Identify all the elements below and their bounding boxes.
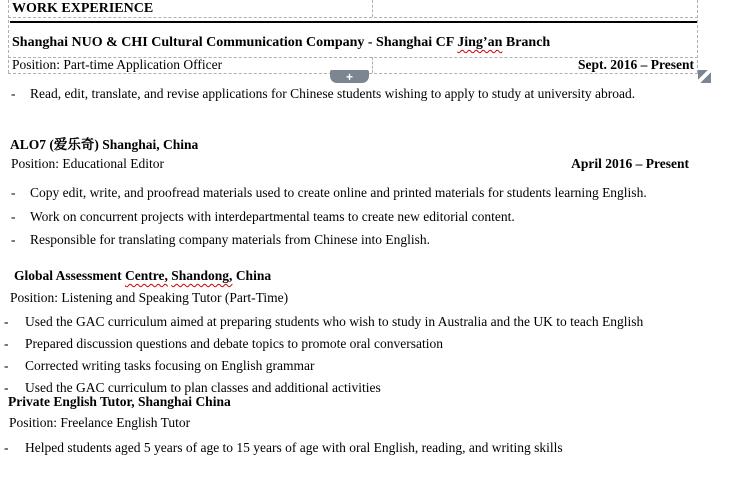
bullet-list-section1 [11, 80, 697, 107]
bullet-marker: - [4, 358, 9, 373]
company-name-post: Branch [502, 35, 551, 50]
position-text-alo7: Position: Educational Editor [11, 156, 164, 171]
employer-heading-private-tutor: Private English Tutor, Shanghai China [8, 394, 231, 409]
bullet-text: Helped students aged 5 years of age to 15 years of age with oral English, reading, and writing skills [25, 440, 563, 455]
position-row-alo7 [11, 156, 689, 172]
gac-heading-part: China [232, 268, 272, 283]
gac-heading-misspelled: Shandong, [171, 268, 233, 283]
company-name-pre: Shanghai NUO & CHI Cultural Communication Company - Shanghai CF [12, 35, 458, 50]
bullet-marker: - [11, 232, 16, 247]
list-item [11, 80, 697, 107]
company-name-misspelled: Jing’an [457, 35, 503, 50]
list-item [4, 333, 696, 355]
employer-heading-gac [14, 268, 271, 284]
bullet-text: Prepared discussion questions and debate topics to promote oral conversation [25, 336, 444, 351]
bullet-text: Read, edit, translate, and revise applications for Chinese students wishing to apply to study at university abroad. [30, 86, 636, 101]
table-column-divider-row1 [372, 0, 373, 17]
gac-heading-part: Global Assessment [14, 268, 126, 283]
bullet-text: Used the GAC curriculum aimed at preparing students who wish to study in Australia and the UK to teach English [25, 314, 644, 329]
table-row-divider-1 [8, 17, 698, 18]
dates-text-alo7: April 2016 – Present [571, 156, 689, 171]
bullet-marker: - [4, 314, 9, 329]
employer-heading-alo7: ALO7 (爱乐奇) Shanghai, China [10, 137, 199, 152]
heading-underline-rule [10, 21, 697, 23]
bullet-text: Responsible for translating company materials from Chinese into English. [30, 232, 431, 247]
list-item [11, 181, 697, 205]
list-item [4, 355, 696, 377]
bullet-text: Copy edit, write, and proofread materials used to create online and printed materials for students learning English. [30, 185, 647, 200]
list-item [11, 205, 697, 229]
bullet-text: Work on concurrent projects with interdepartmental teams to create new editorial content. [30, 208, 515, 224]
gac-heading-misspelled: Centre, [125, 268, 168, 283]
position-text-private-tutor: Position: Freelance English Tutor [9, 415, 191, 430]
bullet-text: Used the GAC curriculum to plan classes and additional activities [25, 380, 381, 395]
dates-text-row1: Sept. 2016 – Present [578, 57, 694, 72]
bullet-list-alo7 [11, 181, 697, 252]
bullet-text: Corrected writing tasks focusing on English grammar [25, 358, 315, 373]
bullet-marker: - [11, 86, 16, 101]
position-text-gac: Position: Listening and Speaking Tutor (Part-Time) [10, 290, 289, 305]
bullet-marker: - [4, 440, 9, 455]
bullet-list-private-tutor [4, 437, 696, 459]
position-text-row1: Position: Part-time Application Officer [12, 57, 223, 72]
company-name-row [12, 35, 550, 51]
bullet-list-gac [4, 311, 696, 399]
list-item [11, 228, 697, 252]
bullet-marker: - [11, 208, 16, 224]
bullet-marker: - [4, 336, 9, 351]
list-item [4, 437, 696, 459]
bullet-marker: - [4, 380, 9, 395]
plus-icon: + [345, 69, 353, 84]
table-border-left [8, 0, 9, 73]
table-column-divider-row3 [372, 57, 373, 73]
table-border-right [697, 0, 698, 73]
bullet-marker: - [11, 185, 16, 200]
work-experience-heading: WORK EXPERIENCE [12, 1, 154, 16]
list-item [4, 311, 696, 333]
table-resize-handle-icon[interactable] [698, 70, 711, 83]
